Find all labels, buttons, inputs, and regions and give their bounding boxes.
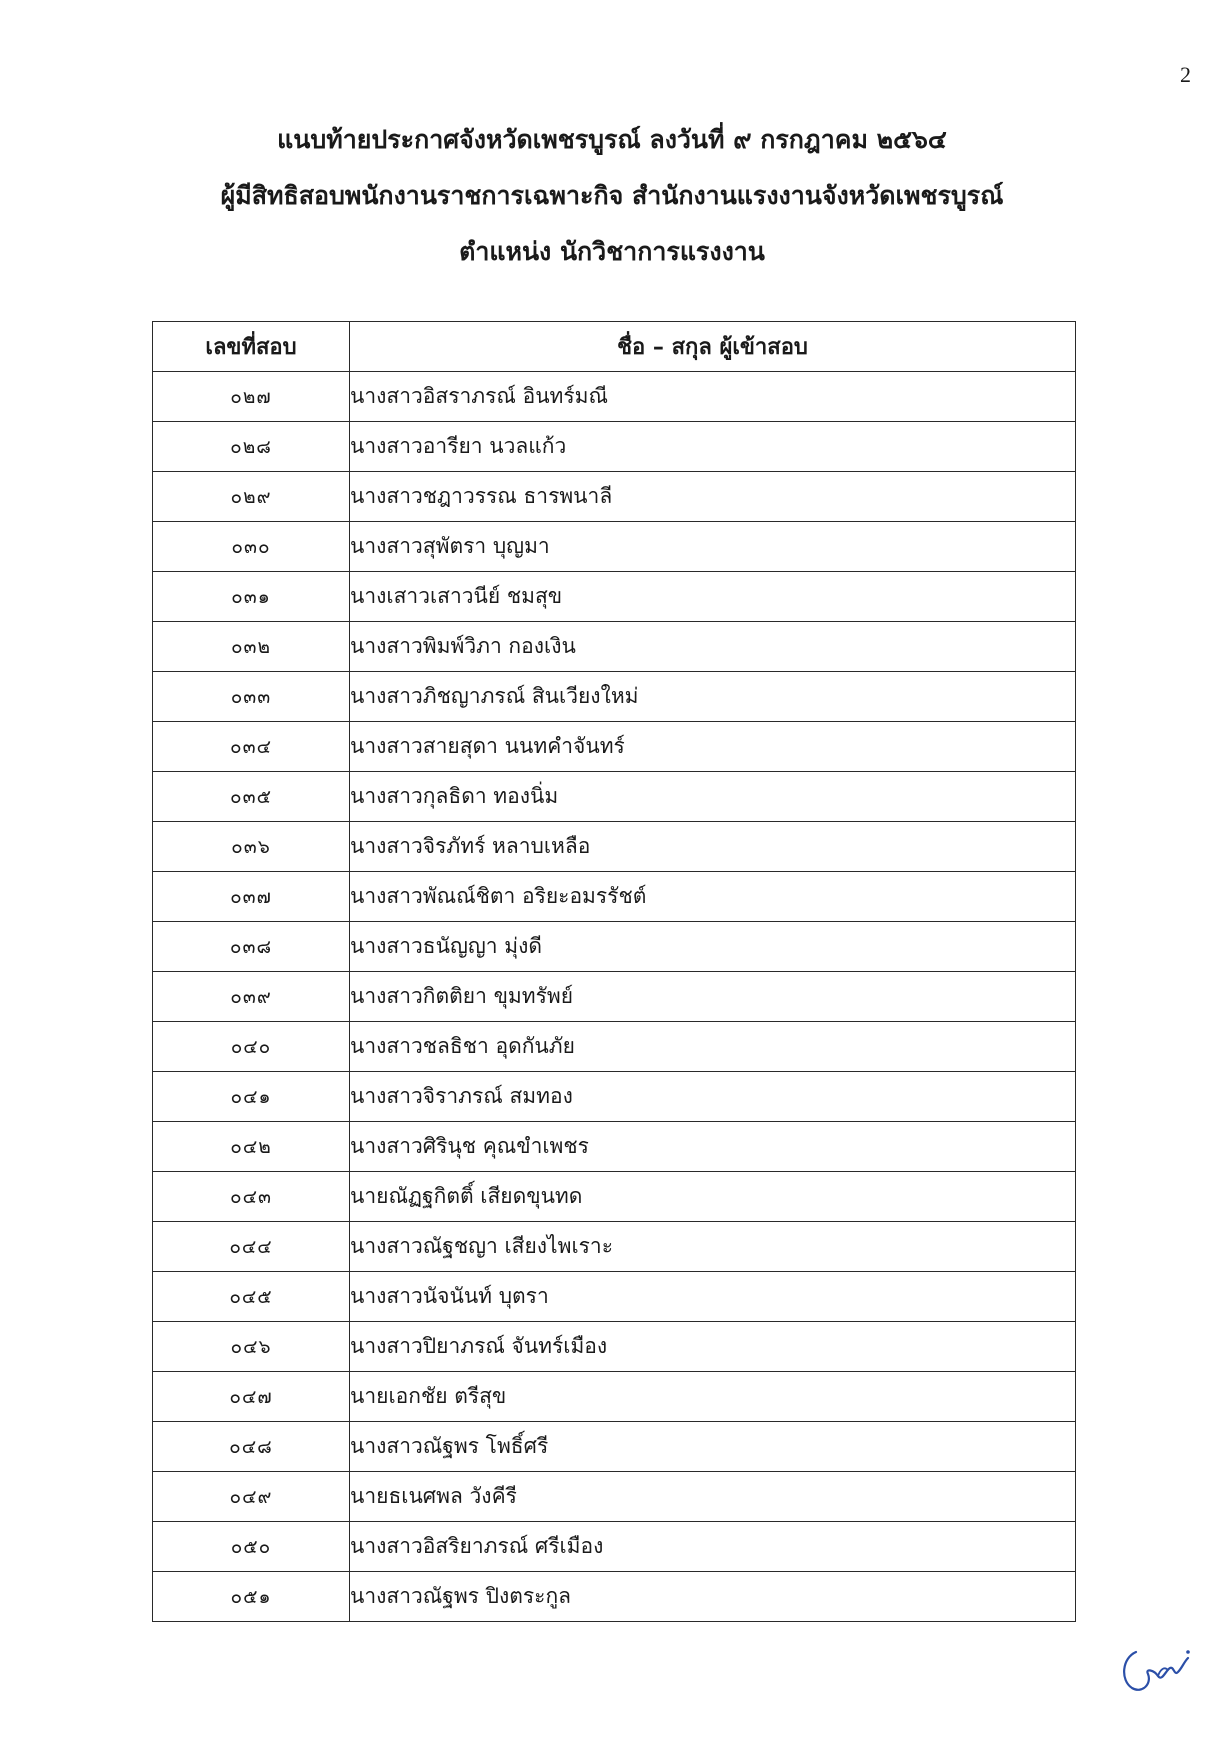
document-header xyxy=(0,112,1224,280)
table-row xyxy=(153,1072,1076,1122)
table-row xyxy=(153,922,1076,972)
exam-number-cell: ๐๕๐ xyxy=(153,1522,350,1572)
exam-number-cell: ๐๒๘ xyxy=(153,422,350,472)
header-line-eligible: ผู้มีสิทธิสอบพนักงานราชการเฉพาะกิจ สำนักงานแรงงานจังหวัดเพชรบูรณ์ xyxy=(220,181,1004,210)
candidate-name-cell: นางสาวจิราภรณ์ สมทอง xyxy=(350,1072,1076,1122)
exam-number-cell: ๐๕๑ xyxy=(153,1572,350,1622)
candidate-name-cell: นางสาวสุพัตรา บุญมา xyxy=(350,522,1076,572)
exam-number-cell: ๐๔๙ xyxy=(153,1472,350,1522)
exam-number-cell: ๐๓๐ xyxy=(153,522,350,572)
candidate-name-cell: นายธเนศพล วังคีรี xyxy=(350,1472,1076,1522)
candidate-name-cell: นายณัฏฐกิตติ์ เสียดขุนทด xyxy=(350,1172,1076,1222)
exam-number-cell: ๐๔๖ xyxy=(153,1322,350,1372)
table-row xyxy=(153,672,1076,722)
candidate-name-cell: นางสาวชลธิชา อุดกันภัย xyxy=(350,1022,1076,1072)
candidate-name-cell: นางสาวพัณณ์ชิตา อริยะอมรรัชต์ xyxy=(350,872,1076,922)
table-row xyxy=(153,1122,1076,1172)
candidate-name-cell: นางสาวณัฐพร โพธิ์ศรี xyxy=(350,1422,1076,1472)
candidate-name-cell: นางสาวสายสุดา นนทคำจันทร์ xyxy=(350,722,1076,772)
table-row xyxy=(153,472,1076,522)
candidate-name-cell: นางสาวณัฐชญา เสียงไพเราะ xyxy=(350,1222,1076,1272)
table-row xyxy=(153,1522,1076,1572)
column-header-full-name: ชื่อ – สกุล ผู้เข้าสอบ xyxy=(350,322,1076,372)
exam-number-cell: ๐๒๗ xyxy=(153,372,350,422)
exam-number-cell: ๐๓๒ xyxy=(153,622,350,672)
table-row xyxy=(153,972,1076,1022)
table-row xyxy=(153,1022,1076,1072)
signature-mark xyxy=(1118,1640,1192,1700)
table-row xyxy=(153,1172,1076,1222)
exam-number-cell: ๐๔๗ xyxy=(153,1372,350,1422)
candidate-name-cell: นายเอกชัย ตรีสุข xyxy=(350,1372,1076,1422)
exam-number-cell: ๐๔๕ xyxy=(153,1272,350,1322)
exam-number-cell: ๐๓๗ xyxy=(153,872,350,922)
exam-number-cell: ๐๓๔ xyxy=(153,722,350,772)
table-row xyxy=(153,522,1076,572)
exam-number-cell: ๐๓๖ xyxy=(153,822,350,872)
table-row xyxy=(153,372,1076,422)
table-row xyxy=(153,1272,1076,1322)
exam-number-cell: ๐๓๕ xyxy=(153,772,350,822)
table-row xyxy=(153,1322,1076,1372)
candidate-name-cell: นางสาวณัฐพร ปิงตระกูล xyxy=(350,1572,1076,1622)
column-header-exam-no: เลขที่สอบ xyxy=(153,322,350,372)
exam-number-cell: ๐๔๘ xyxy=(153,1422,350,1472)
table-row xyxy=(153,872,1076,922)
candidate-name-cell: นางสาวกุลธิดา ทองนิ่ม xyxy=(350,772,1076,822)
candidate-name-cell: นางสาวชฎาวรรณ ธารพนาลี xyxy=(350,472,1076,522)
table-row xyxy=(153,772,1076,822)
exam-number-cell: ๐๓๙ xyxy=(153,972,350,1022)
table-row xyxy=(153,822,1076,872)
exam-number-cell: ๐๔๒ xyxy=(153,1122,350,1172)
candidate-name-cell: นางสาวอิสริยาภรณ์ ศรีเมือง xyxy=(350,1522,1076,1572)
table-row xyxy=(153,722,1076,772)
candidate-name-cell: นางเสาวเสาวนีย์ ชมสุข xyxy=(350,572,1076,622)
candidate-name-cell: นางสาวปิยาภรณ์ จันทร์เมือง xyxy=(350,1322,1076,1372)
table-row xyxy=(153,1372,1076,1422)
exam-number-cell: ๐๓๓ xyxy=(153,672,350,722)
exam-number-cell: ๐๓๘ xyxy=(153,922,350,972)
candidate-name-cell: นางสาวนัจนันท์ บุตรา xyxy=(350,1272,1076,1322)
exam-number-cell: ๐๒๙ xyxy=(153,472,350,522)
exam-number-cell: ๐๔๑ xyxy=(153,1072,350,1122)
candidate-name-cell: นางสาวพิมพ์วิภา กองเงิน xyxy=(350,622,1076,672)
exam-number-cell: ๐๓๑ xyxy=(153,572,350,622)
candidate-name-cell: นางสาวธนัญญา มุ่งดี xyxy=(350,922,1076,972)
exam-number-cell: ๐๔๓ xyxy=(153,1172,350,1222)
table-row xyxy=(153,622,1076,672)
table-row xyxy=(153,1222,1076,1272)
table-row xyxy=(153,1422,1076,1472)
candidate-name-cell: นางสาวอิสราภรณ์ อินทร์มณี xyxy=(350,372,1076,422)
candidate-name-cell: นางสาวศิรินุช คุณขำเพชร xyxy=(350,1122,1076,1172)
exam-candidates-table xyxy=(152,321,1076,1622)
table-row xyxy=(153,1572,1076,1622)
exam-number-cell: ๐๔๐ xyxy=(153,1022,350,1072)
candidate-name-cell: นางสาวภิชญาภรณ์ สินเวียงใหม่ xyxy=(350,672,1076,722)
header-line-announcement: แนบท้ายประกาศจังหวัดเพชรบูรณ์ ลงวันที่ ๙ กรกฎาคม ๒๕๖๔ xyxy=(277,125,947,154)
candidate-name-cell: นางสาวจิรภัทร์ หลาบเหลือ xyxy=(350,822,1076,872)
header-line-position: ตำแหน่ง นักวิชาการแรงงาน xyxy=(459,237,765,266)
table-row xyxy=(153,1472,1076,1522)
table-row xyxy=(153,422,1076,472)
table-row xyxy=(153,572,1076,622)
candidate-name-cell: นางสาวอารียา นวลแก้ว xyxy=(350,422,1076,472)
table-body xyxy=(153,372,1076,1622)
table-header-row xyxy=(153,322,1076,372)
page-number: 2 xyxy=(1180,62,1191,87)
exam-number-cell: ๐๔๔ xyxy=(153,1222,350,1272)
candidate-name-cell: นางสาวกิตติยา ขุมทรัพย์ xyxy=(350,972,1076,1022)
